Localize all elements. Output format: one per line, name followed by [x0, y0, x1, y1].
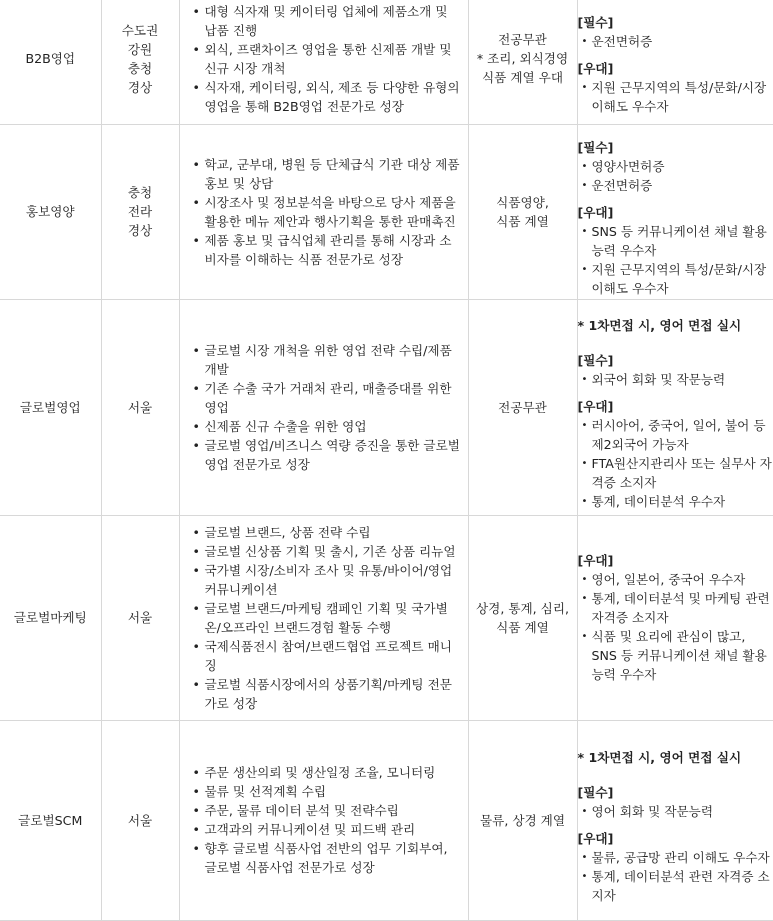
job-location: 서울	[102, 811, 179, 830]
requirement-item: • FTA원산지관리사 또는 실무사 자격증 소지자	[592, 454, 773, 492]
requirement-group	[578, 138, 773, 195]
requirement-item: • 통계, 데이터분석 우수자	[592, 492, 773, 511]
requirement-item: • 통계, 데이터분석 관련 자격증 소지자	[592, 867, 773, 905]
job-major: 식품영양,	[469, 193, 577, 212]
job-duties-cell	[179, 515, 468, 720]
job-location: 서울	[102, 608, 179, 627]
duty-item: • 주문, 물류 데이터 분석 및 전략수립	[193, 801, 462, 820]
interview-note: * 1차면접 시, 영어 면접 실시	[578, 748, 773, 767]
job-name: 글로벌SCM	[0, 720, 101, 920]
job-major: 식품 계열	[469, 618, 577, 637]
job-row	[0, 124, 773, 299]
duty-item: • 물류 및 선적계획 수립	[193, 782, 462, 801]
job-major: 전공무관	[469, 30, 577, 49]
requirement-list	[578, 802, 773, 821]
requirement-group	[578, 397, 773, 511]
duty-list	[180, 2, 468, 116]
duty-list	[180, 341, 468, 474]
requirement-group	[578, 13, 773, 51]
requirement-list	[578, 370, 773, 389]
requirement-group-title: [필수]	[578, 13, 773, 32]
requirement-group-title: [우대]	[578, 59, 773, 78]
duty-item: • 글로벌 신상품 기획 및 출시, 기존 상품 리뉴얼	[193, 542, 462, 561]
duty-item: • 신제품 신규 수출을 위한 영업	[193, 417, 462, 436]
requirement-group-title: [필수]	[578, 138, 773, 157]
job-major: 물류, 상경 계열	[469, 811, 577, 830]
requirement-item: • 통계, 데이터분석 및 마케팅 관련 자격증 소지자	[592, 589, 773, 627]
requirement-group-title: [필수]	[578, 783, 773, 802]
requirement-list	[578, 416, 773, 511]
duty-item: • 글로벌 식품시장에서의 상품기획/마케팅 전문가로 성장	[193, 675, 462, 713]
job-major: * 조리, 외식경영	[469, 49, 577, 68]
requirement-item: • 운전면허증	[592, 32, 773, 51]
requirement-group	[578, 59, 773, 116]
duty-item: • 제품 홍보 및 급식업체 관리를 통해 시장과 소비자를 이해하는 식품 전문가로 성장	[193, 231, 462, 269]
job-location-cell	[101, 515, 179, 720]
job-requirements-cell	[577, 0, 773, 124]
requirement-group	[578, 829, 773, 905]
job-location: 서울	[102, 398, 179, 417]
duty-item: • 국제식품전시 참여/브랜드협업 프로젝트 매니징	[193, 637, 462, 675]
job-major: 식품 계열	[469, 212, 577, 231]
job-major: 전공무관	[469, 398, 577, 417]
duty-item: • 향후 글로벌 식품사업 전반의 업무 기회부여, 글로벌 식품사업 전문가로 성장	[193, 839, 462, 877]
job-duties-cell	[179, 0, 468, 124]
job-name: 홍보영양	[0, 124, 101, 299]
requirement-group-title: [우대]	[578, 551, 773, 570]
requirement-group	[578, 551, 773, 684]
requirement-list	[578, 570, 773, 684]
job-location: 경상	[102, 78, 179, 97]
requirement-item: • 지원 근무지역의 특성/문화/시장이해도 우수자	[592, 260, 773, 298]
requirement-item: • 지원 근무지역의 특성/문화/시장이해도 우수자	[592, 78, 773, 116]
job-requirements-cell	[577, 515, 773, 720]
job-requirements-cell	[577, 720, 773, 920]
duty-item: • 외식, 프랜차이즈 영업을 통한 신제품 개발 및 신규 시장 개척	[193, 40, 462, 78]
duty-item: • 시장조사 및 정보분석을 바탕으로 당사 제품을 활용한 메뉴 제안과 행사기획을 통한 판매촉진	[193, 193, 462, 231]
requirement-list	[578, 157, 773, 195]
job-location: 전라	[102, 202, 179, 221]
job-requirements-cell	[577, 299, 773, 515]
requirement-list	[578, 848, 773, 905]
duty-list	[180, 155, 468, 269]
job-location-cell	[101, 299, 179, 515]
requirement-group	[578, 783, 773, 821]
job-location: 수도권	[102, 21, 179, 40]
requirement-item: • 외국어 회화 및 작문능력	[592, 370, 773, 389]
requirement-group-title: [우대]	[578, 397, 773, 416]
requirement-group	[578, 351, 773, 389]
duty-item: • 주문 생산의뢰 및 생산일정 조율, 모니터링	[193, 763, 462, 782]
job-location: 경상	[102, 221, 179, 240]
requirement-item: • 영양사면허증	[592, 157, 773, 176]
duty-item: • 글로벌 브랜드/마케팅 캠페인 기획 및 국가별 온/오프라인 브랜드경험 활동 수행	[193, 599, 462, 637]
duty-item: • 식자재, 케이터링, 외식, 제조 등 다양한 유형의 영업을 통해 B2B영업 전문가로 성장	[193, 78, 462, 116]
interview-note: * 1차면접 시, 영어 면접 실시	[578, 316, 773, 335]
job-duties-cell	[179, 124, 468, 299]
requirement-item: • SNS 등 커뮤니케이션 채널 활용능력 우수자	[592, 222, 773, 260]
job-major-cell	[468, 720, 577, 920]
job-major-cell	[468, 124, 577, 299]
job-name: 글로벌영업	[0, 299, 101, 515]
job-duties-cell	[179, 720, 468, 920]
job-name: 글로벌마케팅	[0, 515, 101, 720]
duty-item: • 대형 식자재 및 케이터링 업체에 제품소개 및 납품 진행	[193, 2, 462, 40]
job-major: 상경, 통계, 심리,	[469, 599, 577, 618]
job-location: 충청	[102, 59, 179, 78]
duty-item: • 기존 수출 국가 거래처 관리, 매출증대를 위한 영업	[193, 379, 462, 417]
duty-item: • 고객과의 커뮤니케이션 및 피드백 관리	[193, 820, 462, 839]
job-major: 식품 계열 우대	[469, 68, 577, 87]
requirement-group-title: [필수]	[578, 351, 773, 370]
job-location-cell	[101, 720, 179, 920]
requirement-list	[578, 78, 773, 116]
requirement-list	[578, 32, 773, 51]
requirement-group	[578, 203, 773, 298]
requirement-list	[578, 222, 773, 298]
duty-list	[180, 763, 468, 877]
job-row	[0, 0, 773, 124]
duty-item: • 국가별 시장/소비자 조사 및 유통/바이어/영업 커뮤니케이션	[193, 561, 462, 599]
duty-list	[180, 523, 468, 713]
requirement-item: • 물류, 공급망 관리 이해도 우수자	[592, 848, 773, 867]
requirement-item: • 러시아어, 중국어, 일어, 불어 등 제2외국어 가능자	[592, 416, 773, 454]
job-location: 강원	[102, 40, 179, 59]
job-row	[0, 720, 773, 920]
job-major-cell	[468, 0, 577, 124]
duty-item: • 글로벌 시장 개척을 위한 영업 전략 수립/제품 개발	[193, 341, 462, 379]
job-location-cell	[101, 124, 179, 299]
requirement-item: • 식품 및 요리에 관심이 많고, SNS 등 커뮤니케이션 채널 활용능력 우수자	[592, 627, 773, 684]
requirement-group-title: [우대]	[578, 203, 773, 222]
requirement-item: • 영어, 일본어, 중국어 우수자	[592, 570, 773, 589]
duty-item: • 글로벌 브랜드, 상품 전략 수립	[193, 523, 462, 542]
job-location: 충청	[102, 183, 179, 202]
job-row	[0, 515, 773, 720]
job-location-cell	[101, 0, 179, 124]
job-major-cell	[468, 299, 577, 515]
duty-item: • 학교, 군부대, 병원 등 단체급식 기관 대상 제품 홍보 및 상담	[193, 155, 462, 193]
requirement-item: • 영어 회화 및 작문능력	[592, 802, 773, 821]
job-duties-cell	[179, 299, 468, 515]
requirement-group-title: [우대]	[578, 829, 773, 848]
duty-item: • 글로벌 영업/비즈니스 역량 증진을 통한 글로벌 영업 전문가로 성장	[193, 436, 462, 474]
job-row	[0, 299, 773, 515]
requirement-item: • 운전면허증	[592, 176, 773, 195]
job-name: B2B영업	[0, 0, 101, 124]
job-requirements-cell	[577, 124, 773, 299]
job-major-cell	[468, 515, 577, 720]
